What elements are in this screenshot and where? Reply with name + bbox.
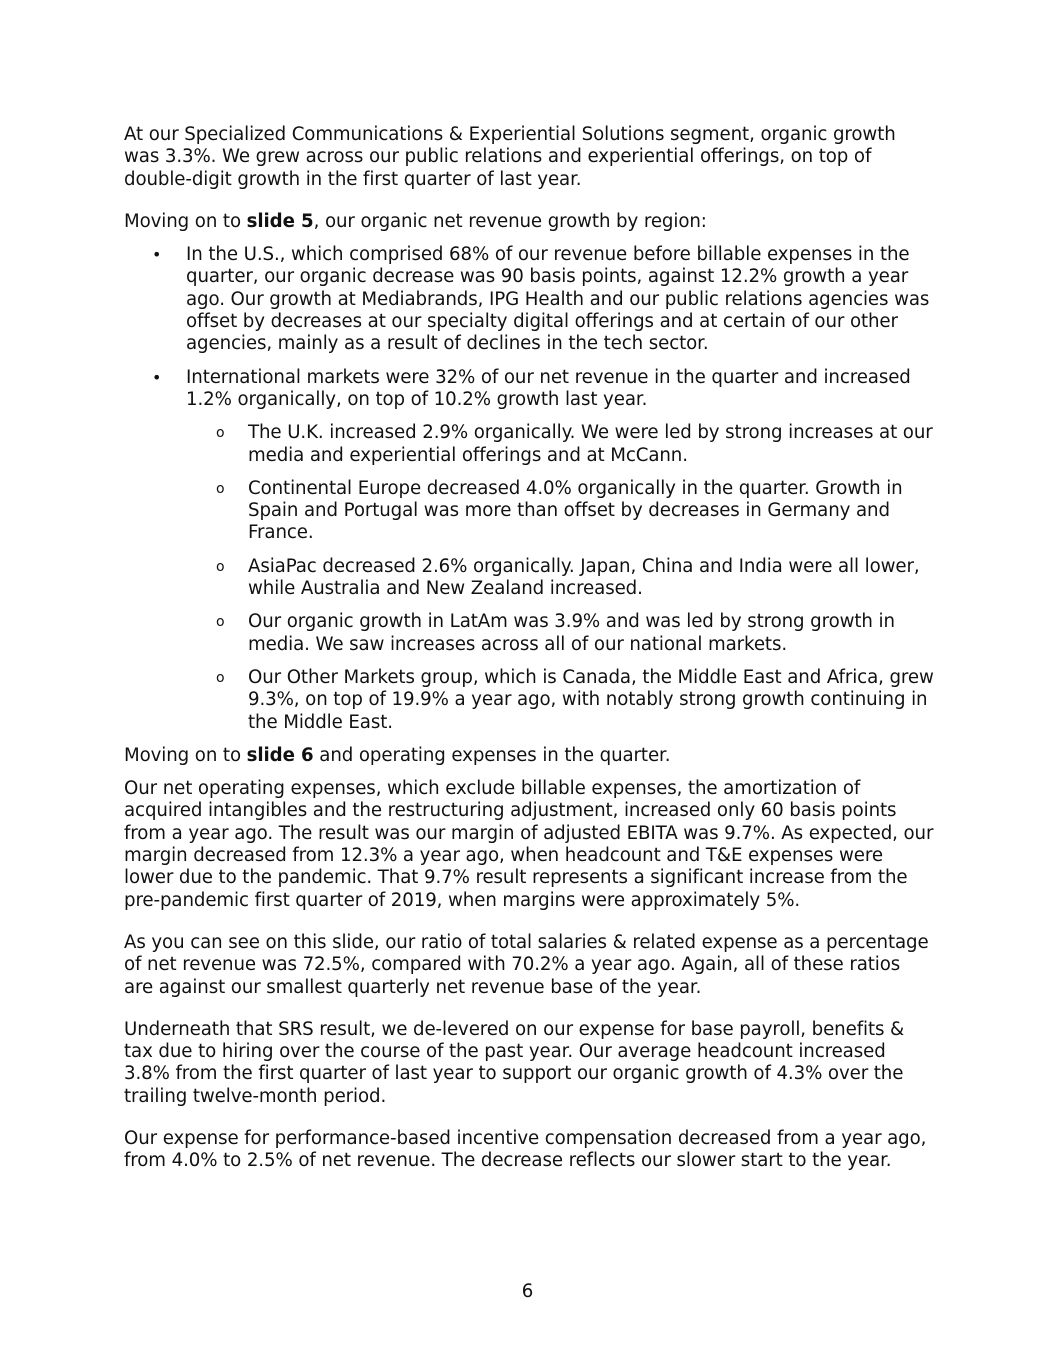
sub-bullet-other-markets: o Our Other Markets group, which is Canada, the Middle East and Africa, grew 9.3%, on top of 19.9% a year ago, with notably strong growth continuing in the Middle East.	[216, 666, 934, 733]
sub-bullet-continental-europe: o Continental Europe decreased 4.0% organically in the quarter. Growth in Spain and Portugal was more than offset by decreases in Germany and France.	[216, 477, 903, 544]
circle-bullet-icon: o	[216, 425, 225, 442]
slide-5-reference: slide 5	[246, 210, 314, 232]
document-body	[124, 124, 934, 1173]
paragraph-srs-result: Underneath that SRS result, we de-levered on our expense for base payroll, benefits & tax due to hiring over the course of the past year. Our average headcount increased 3.8% from the first quarter of last year to support our organic growth of 4.3% over the trailing twelve-month period.	[124, 1018, 905, 1107]
sub-bullet-uk: o The U.K. increased 2.9% organically. We were led by strong increases at our media and experiential offerings and at McCann.	[216, 422, 933, 466]
circle-bullet-icon: o	[216, 614, 225, 631]
region-bullet-list	[124, 244, 934, 734]
bullet-item-international: • International markets were 32% of our net revenue in the quarter and increased 1.2% organically, on top of 10.2% growth last year. o The U.K. increased 2.9% organically. We were led by strong increases at our media and experiential offerings and at McCann. o Continental Europe decreased 4.0% organically in the quarter. Growth in Spain and Portugal was more than offset by decreases in Germany and France. o AsiaPac decreased 2.6% organically. Japan, China and India were all lower, while Australia and New Zealand increased. o Our organic growth in LatAm was 3.9% and was led by strong growth in media. We saw increases across all of our national markets. o Our Other Markets group, which is Canada, the Middle East and Africa, grew 9.3%, on top of 19.9% a year ago, with notably strong growth continuing in the Middle East.	[152, 366, 934, 733]
bullet-icon: •	[152, 245, 162, 265]
international-sub-list	[186, 422, 934, 734]
sub-bullet-latam: o Our organic growth in LatAm was 3.9% and was led by strong growth in media. We saw increases across all of our national markets.	[216, 611, 895, 655]
paragraph-salaries-ratio: As you can see on this slide, our ratio of total salaries & related expense as a percentage of net revenue was 72.5%, compared with 70.2% a year ago. Again, all of these ratios are against our smallest quarterly net revenue base of the year.	[124, 931, 929, 998]
bullet-icon: •	[152, 367, 162, 387]
page-number: 6	[521, 1281, 534, 1302]
bullet-item-us: • In the U.S., which comprised 68% of our revenue before billable expenses in the quarter, our organic decrease was 90 basis points, against 12.2% growth a year ago. Our growth at Mediabrands, IPG Health and our public relations agencies was offset by decreases at our specialty digital offerings and at certain of our other agencies, mainly as a result of declines in the tech sector.	[152, 244, 930, 355]
circle-bullet-icon: o	[216, 669, 225, 686]
paragraph-slide-5-intro: Moving on to slide 5, our organic net revenue growth by region:	[124, 210, 707, 232]
slide-6-reference: slide 6	[246, 744, 314, 766]
circle-bullet-icon: o	[216, 558, 225, 575]
paragraph-incentive-compensation: Our expense for performance-based incentive compensation decreased from a year ago, from 4.0% to 2.5% of net revenue. The decrease reflects our slower start to the year.	[124, 1127, 927, 1172]
circle-bullet-icon: o	[216, 480, 225, 497]
paragraph-operating-expenses: Our net operating expenses, which exclude billable expenses, the amortization of acquired intangibles and the restructuring adjustment, increased only 60 basis points from a year ago. The result was our margin of adjusted EBITA was 9.7%. As expected, our margin decreased from 12.3% a year ago, when headcount and T&E expenses were lower due to the pandemic. That 9.7% result represents a significant increase from the pre-pandemic first quarter of 2019, when margins were approximately 5%.	[124, 778, 934, 911]
sub-bullet-asiapac: o AsiaPac decreased 2.6% organically. Japan, China and India were all lower, while Australia and New Zealand increased.	[216, 555, 920, 600]
paragraph-segment-growth: At our Specialized Communications & Experiential Solutions segment, organic growth was 3.3%. We grew across our public relations and experiential offerings, on top of double-digit growth in the first quarter of last year.	[124, 124, 896, 190]
paragraph-slide-6-intro: Moving on to slide 6 and operating expenses in the quarter.	[124, 744, 671, 766]
